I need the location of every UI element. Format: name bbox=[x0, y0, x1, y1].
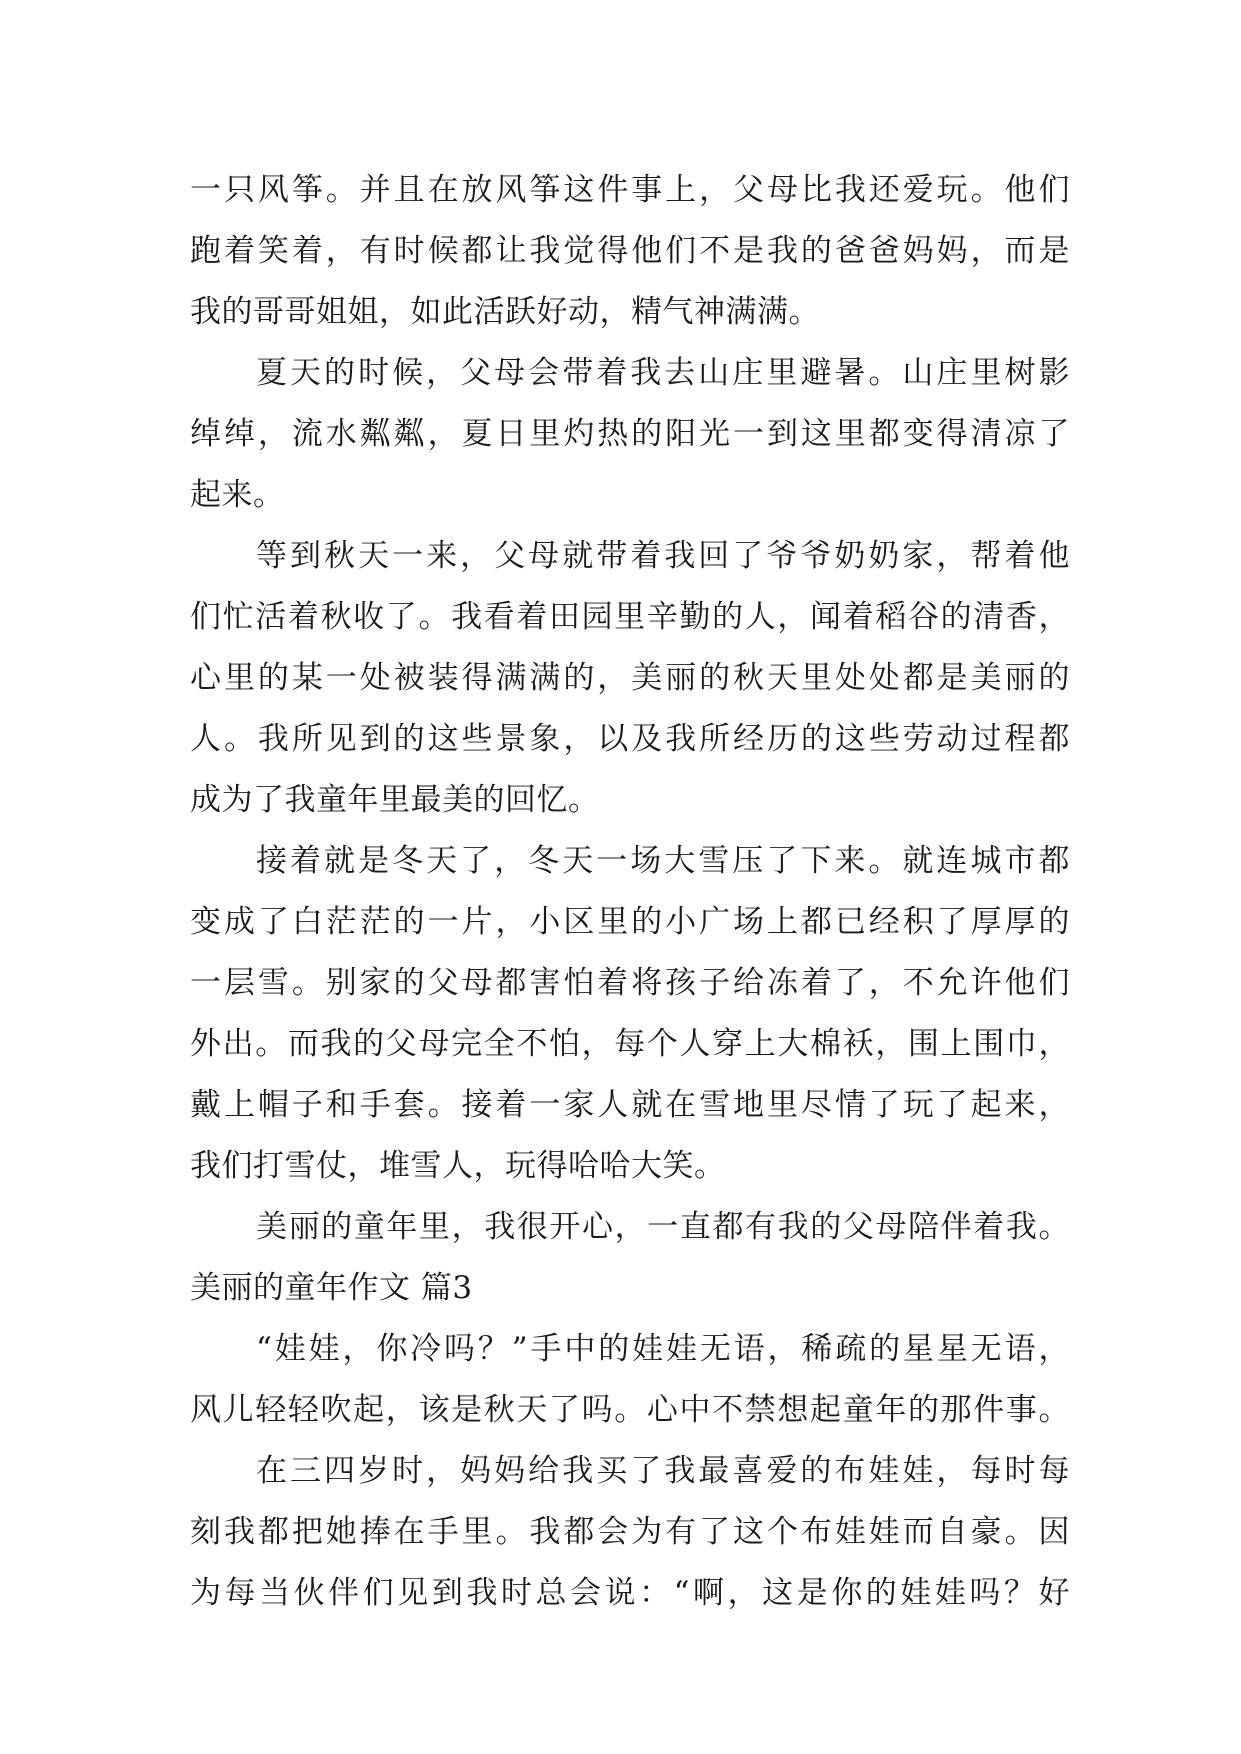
text-line: 成为了我童年里最美的回忆。 bbox=[190, 782, 600, 818]
paragraph-start-line: 美丽的童年里，我很开心，一直都有我的父母陪伴着我。 bbox=[256, 1209, 1070, 1245]
paragraph-start-line: “娃娃，你冷吗？”手中的娃娃无语，稀疏的星星无语， bbox=[256, 1331, 1070, 1367]
paragraph-start-line: 接着就是冬天了，冬天一场大雪压了下来。就连城市都 bbox=[256, 843, 1070, 879]
text-line: 一层雪。别家的父母都害怕着将孩子给冻着了，不允许他们 bbox=[190, 965, 1070, 1001]
paragraph-start-line: 在三四岁时，妈妈给我买了我最喜爱的布娃娃，每时每 bbox=[256, 1453, 1070, 1489]
text-line: 绰绰，流水粼粼，夏日里灼热的阳光一到这里都变得清凉了 bbox=[190, 416, 1070, 452]
paragraph-start-line: 夏天的时候，父母会带着我去山庄里避暑。山庄里树影 bbox=[256, 355, 1070, 391]
text-line: 变成了白茫茫的一片，小区里的小广场上都已经积了厚厚的 bbox=[190, 904, 1070, 940]
text-line: 跑着笑着，有时候都让我觉得他们不是我的爸爸妈妈，而是 bbox=[190, 233, 1070, 269]
text-line: 我们打雪仗，堆雪人，玩得哈哈大笑。 bbox=[190, 1148, 726, 1184]
text-line: 我的哥哥姐姐，如此活跃好动，精气神满满。 bbox=[190, 294, 820, 330]
text-line: 一只风筝。并且在放风筝这件事上，父母比我还爱玩。他们 bbox=[190, 172, 1070, 208]
text-line: 戴上帽子和手套。接着一家人就在雪地里尽情了玩了起来， bbox=[190, 1087, 1070, 1123]
text-line: 刻我都把她捧在手里。我都会为有了这个布娃娃而自豪。因 bbox=[190, 1514, 1070, 1550]
text-line: 风儿轻轻吹起，该是秋天了吗。心中不禁想起童年的那件事。 bbox=[190, 1392, 1070, 1428]
text-line: 起来。 bbox=[190, 477, 285, 513]
text-line: 们忙活着秋收了。我看着田园里辛勤的人，闻着稻谷的清香， bbox=[190, 599, 1070, 635]
section-heading: 美丽的童年作文 篇3 bbox=[190, 1270, 473, 1306]
document-body bbox=[190, 160, 1070, 1624]
text-line: 为每当伙伴们见到我时总会说：“啊，这是你的娃娃吗？好 bbox=[190, 1575, 1070, 1611]
text-line: 人。我所见到的这些景象，以及我所经历的这些劳动过程都 bbox=[190, 721, 1070, 757]
paragraph-start-line: 等到秋天一来，父母就带着我回了爷爷奶奶家，帮着他 bbox=[256, 538, 1070, 574]
text-line: 心里的某一处被装得满满的，美丽的秋天里处处都是美丽的 bbox=[190, 660, 1070, 696]
text-line: 外出。而我的父母完全不怕，每个人穿上大棉袄，围上围巾， bbox=[190, 1026, 1070, 1062]
